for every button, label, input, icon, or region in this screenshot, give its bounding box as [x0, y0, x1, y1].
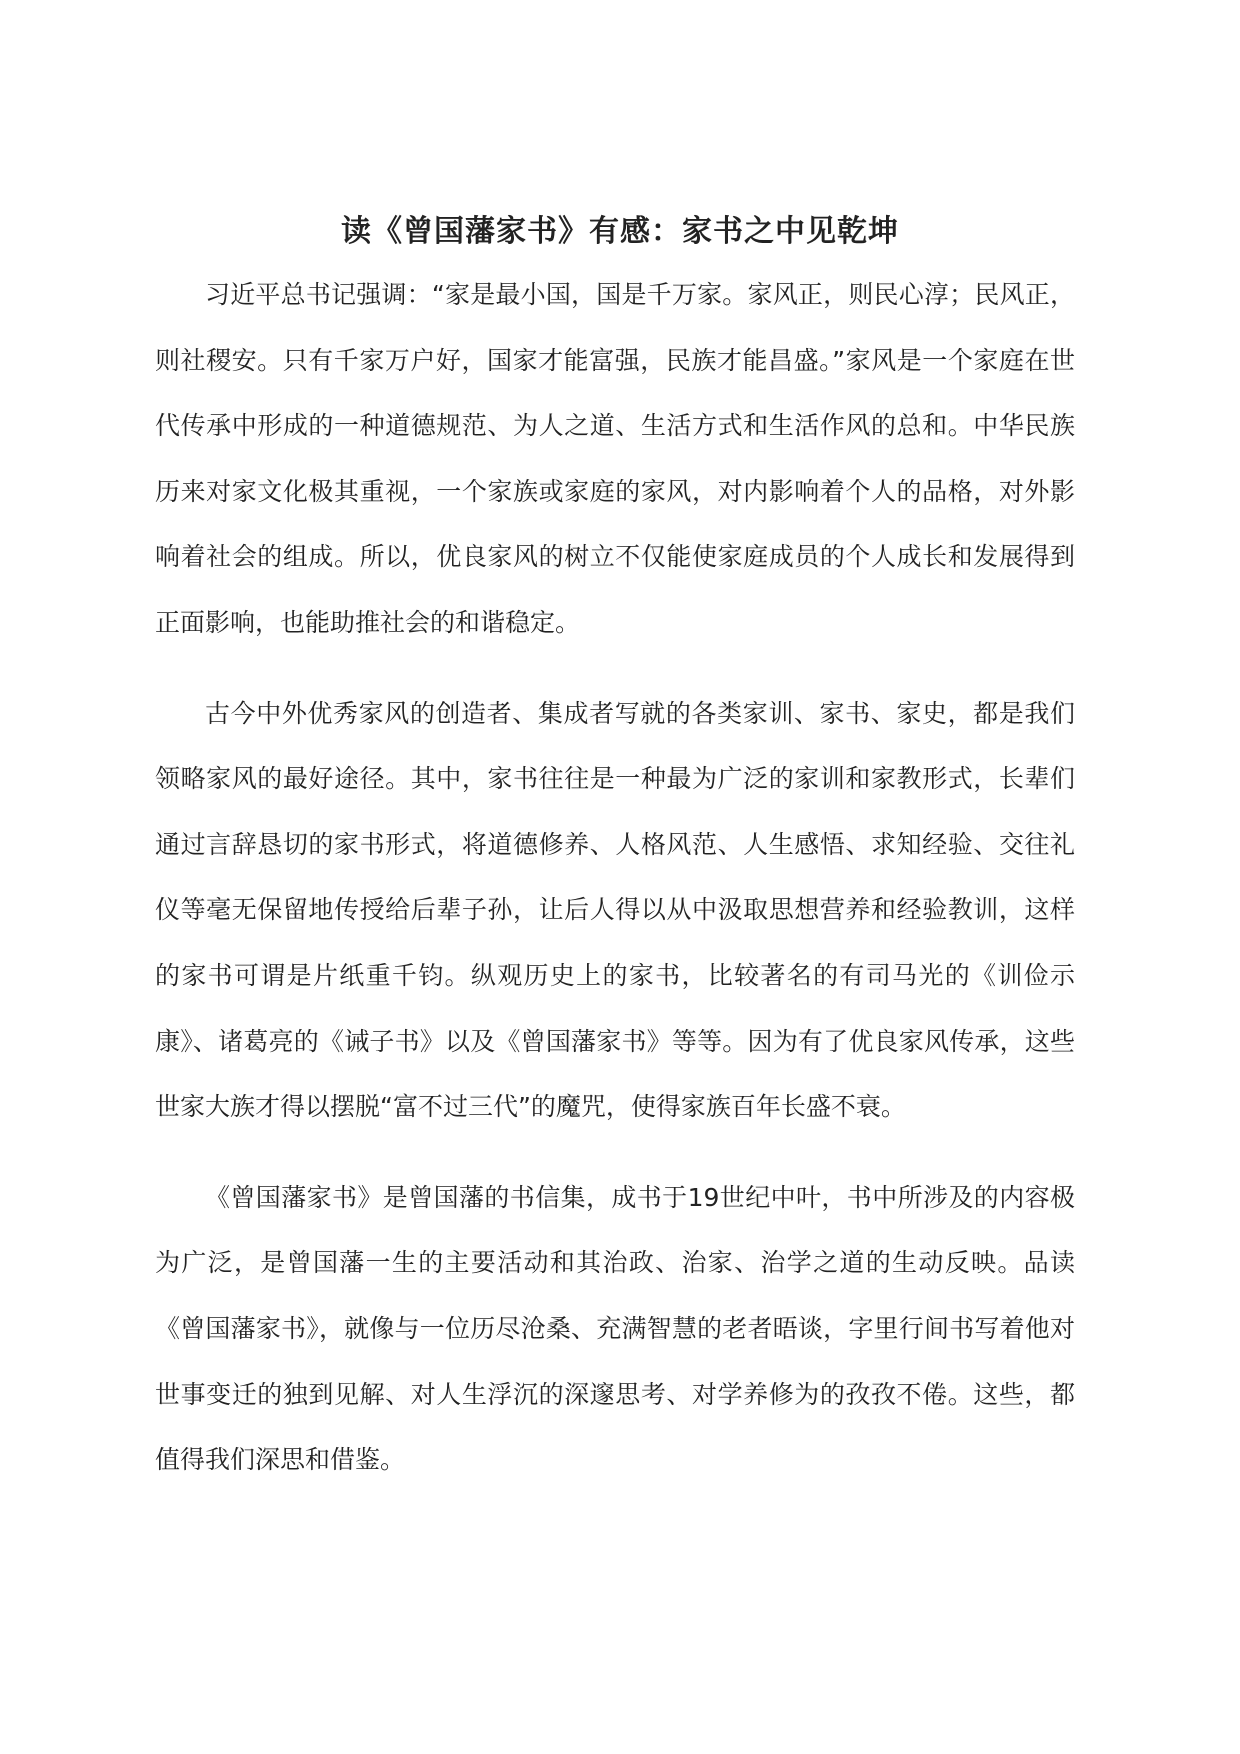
document-body	[155, 262, 1075, 1518]
document-title: 读《曾国藩家书》有感：家书之中见乾坤	[341, 214, 899, 250]
paragraph-2: 古今中外优秀家风的创造者、集成者写就的各类家训、家书、家史，都是我们领略家风的最好途径。其中，家书往往是一种最为广泛的家训和家教形式，长辈们通过言辞恳切的家书形式，将道德修养、人格风范、人生感悟、求知经验、交往礼仪等毫无保留地传授给后辈子孙，让后人得以从中汲取思想营养和经验教训，这样的家书可谓是片纸重千钧。纵观历史上的家书，比较著名的有司马光的《训俭示康》、诸葛亮的《诫子书》以及《曾国藩家书》等等。因为有了优良家风传承，这些世家大族才得以摆脱“富不过三代”的魔咒，使得家族百年长盛不衰。	[155, 698, 1075, 1122]
paragraph-1: 习近平总书记强调：“家是最小国，国是千万家。家风正，则民心淳；民风正，则社稷安。只有千家万户好，国家才能富强，民族才能昌盛。”家风是一个家庭在世代传承中形成的一种道德规范、为人之道、生活方式和生活作风的总和。中华民族历来对家文化极其重视，一个家族或家庭的家风，对内影响着个人的品格，对外影响着社会的组成。所以，优良家风的树立不仅能使家庭成员的个人成长和发展得到正面影响，也能助推社会的和谐稳定。	[155, 280, 1075, 637]
paragraph-3: 《曾国藩家书》是曾国藩的书信集，成书于19世纪中叶，书中所涉及的内容极为广泛，是曾国藩一生的主要活动和其治政、治家、治学之道的生动反映。品读《曾国藩家书》，就像与一位历尽沧桑、充满智慧的老者晤谈，字里行间书写着他对世事变迁的独到见解、对人生浮沉的深邃思考、对学养修为的孜孜不倦。这些，都值得我们深思和借鉴。	[155, 1182, 1075, 1475]
